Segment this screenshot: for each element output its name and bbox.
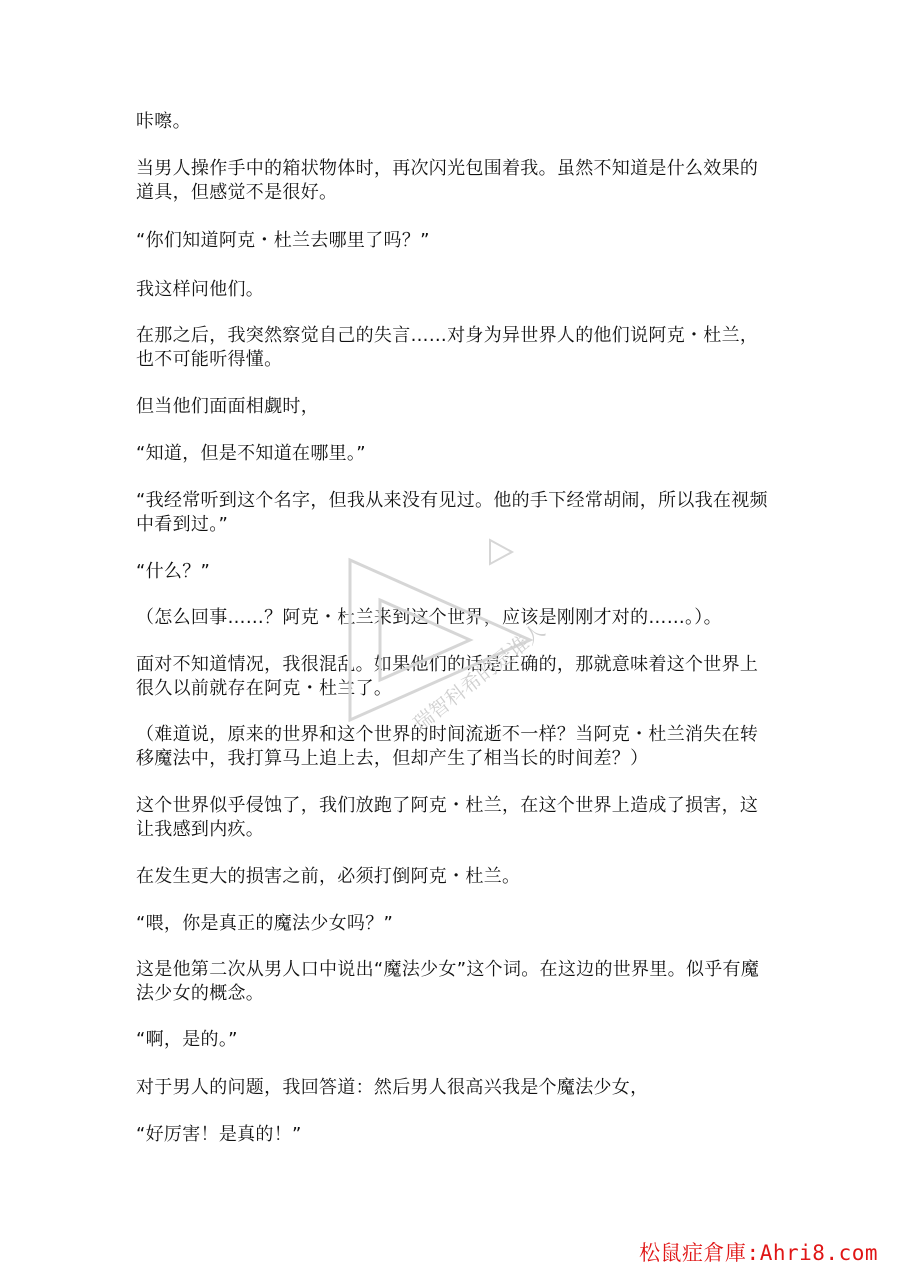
paragraph-9: “什么？” bbox=[136, 561, 211, 582]
paragraph-18: 对于男人的问题，我回答道：然后男人很高兴我是个魔法少女， bbox=[136, 1077, 649, 1098]
watermark-text: 瑞智科希的是谁人 bbox=[408, 618, 550, 736]
paragraph-5: 在那之后，我突然察觉自己的失言……对身为异世界人的他们说阿克・杜兰，也不可能听得懂。 bbox=[136, 325, 759, 370]
paragraph-15: “喂，你是真正的魔法少女吗？” bbox=[136, 913, 394, 934]
paragraph-11: 面对不知道情况，我很混乱。如果他们的话是正确的，那就意味着这个世界上很久以前就存在阿克・杜兰了。 bbox=[136, 654, 759, 699]
paragraph-3: “你们知道阿克・杜兰去哪里了吗？” bbox=[136, 230, 430, 251]
site-watermark: 松鼠症倉庫:Ahri8.com bbox=[639, 1241, 878, 1265]
paragraph-14: 在发生更大的损害之前，必须打倒阿克・杜兰。 bbox=[136, 866, 521, 887]
paragraph-13: 这个世界似乎侵蚀了，我们放跑了阿克・杜兰，在这个世界上造成了损害，这让我感到内疚。 bbox=[136, 795, 759, 840]
paragraph-4: 我这样问他们。 bbox=[136, 279, 265, 300]
paragraph-16: 这是他第二次从男人口中说出“魔法少女”这个词。在这边的世界里。似乎有魔法少女的概念。 bbox=[136, 959, 760, 1004]
paragraph-1: 咔嚓。 bbox=[136, 111, 191, 132]
paragraph-2: 当男人操作手中的箱状物体时，再次闪光包围着我。虽然不知道是什么效果的道具，但感觉不是很好。 bbox=[136, 158, 759, 203]
paragraph-7: “知道，但是不知道在哪里。” bbox=[136, 443, 366, 464]
paragraph-8: “我经常听到这个名字，但我从来没有见过。他的手下经常胡闹，所以我在视频中看到过。” bbox=[136, 490, 768, 535]
paragraph-12: （难道说，原来的世界和这个世界的时间流逝不一样？当阿克・杜兰消失在转移魔法中，我打算马上追上去，但却产生了相当长的时间差？） bbox=[136, 724, 759, 769]
paragraph-19: “好厉害！是真的！” bbox=[136, 1124, 302, 1145]
paragraph-17: “啊，是的。” bbox=[136, 1029, 238, 1050]
paragraph-6: 但当他们面面相觑时， bbox=[136, 396, 319, 417]
paragraph-10: （怎么回事……？阿克・杜兰来到这个世界，应该是刚刚才对的……。）。 bbox=[136, 607, 722, 628]
